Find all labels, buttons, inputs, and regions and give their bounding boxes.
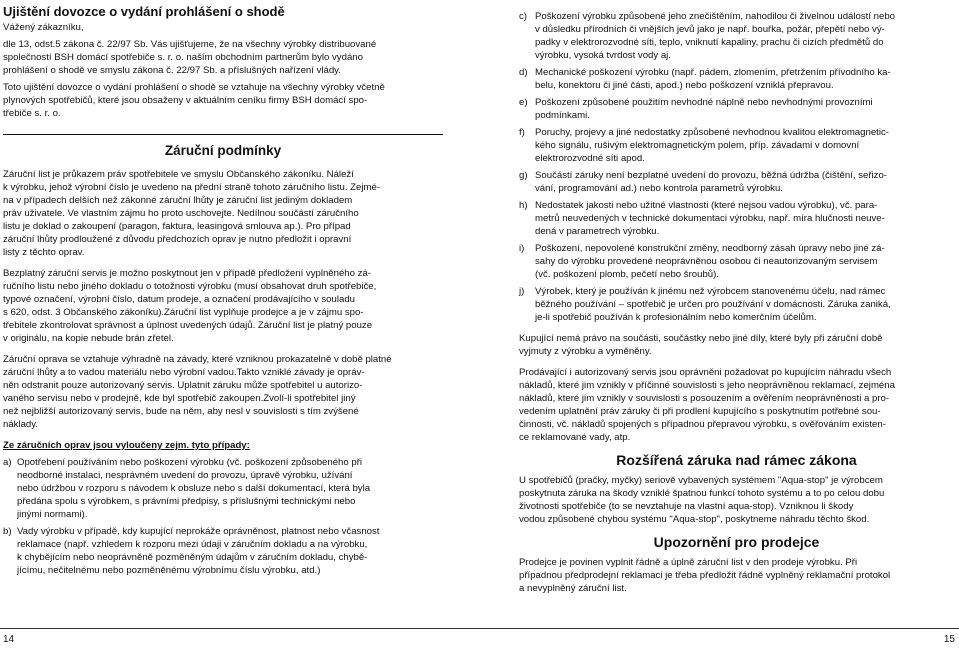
page-number-right: 15 <box>943 634 955 645</box>
importer-heading: Ujištění dovozce o vydání prohlášení o shodě <box>3 4 285 19</box>
left-column <box>3 0 443 577</box>
list-item: d) Mechanické poškození výrobku (např. pádem, zlomením, přetržením přívodního ka- belu, konektoru či jiné části, apod.) nebo poškození vzniklá přepravou. <box>519 67 891 91</box>
page-number-left: 14 <box>3 634 15 645</box>
list-item: f) Poruchy, projevy a jiné nedostatky způsobené nevhodnou kvalitou elektromagnetic- kého signálu, rušivým elektromagnetickým polem, příp. závadami v domovní elektrorozvodné síti apod. <box>519 127 889 164</box>
list-item: h) Nedostatek jakosti nebo užitné vlastnosti (které nejsou vadou výrobku), vč. para- metrů neuvedených v technické dokumentaci výrobku, např. míra hlučnosti neuve- dená v parametrech výrobku. <box>519 200 885 237</box>
list-item: i) Poškození, nepovolené konstrukční změny, neodborný zásah úpravy nebo jiné zá- sahy do výrobku provedené neoprávněnou osobou či neautorizovaným servisem (vč. poškození plomb, pečetí nebo šroubů). <box>519 243 885 280</box>
section-divider <box>3 134 443 135</box>
intro-paragraph: dle 13, odst.5 zákona č. 22/97 Sb. Vás ujišťujeme, že na všechny výrobky distribuované společností BSH domácí spotřebiče s. r. o. naším obchodním partnerům bylo vydáno prohlášení o shodě ve smyslu zákona č. 22/97 Sb. a příslušných nařízení vlády. <box>3 39 377 76</box>
repair-paragraph: Záruční oprava se vztahuje výhradně na závady, které vzniknou prokazatelně v době platné záruční lhůty a to vadou materiálu nebo výrobní vadou.Takto vzniklé závady je opráv- něn odstranit pouze autorizovaný servis. Uplatnit záruku může spotřebitel u autorizo- vaného servisu nebo v prodejně, kde byl spotřebič zakoupen.Zvolí-li spotřebitel jiný než nejbližší autorizovaný servis, bude na něm, aby nesl v souvislosti s tím zvýšené náklady. <box>3 354 392 430</box>
list-item: g) Součástí záruky není bezplatné uvedení do provozu, běžná údržba (čištění, seřizo- vání, programování ad.) nebo kontrola parametrů výrobku. <box>519 170 887 194</box>
salutation: Vážený zákazníku, <box>3 22 84 33</box>
intro-paragraph-2: Toto ujištění dovozce o vydání prohlášení o shodě se vztahuje na všechny výrobky včetně plynových spotřebičů, které jsou obsaženy v aktuálním ceníku firmy BSH domácí spo- třebiče s. r. o. <box>3 82 385 119</box>
item-label: a) <box>3 457 12 468</box>
dealers-paragraph: Prodávající i autorizovaný servis jsou oprávněni požadovat po kupujícím náhradu všech nákladů, které jim vznikly v příčinné souvislosti s jeho neoprávněnou reklamací, zejména nákladů, které jim vznikly v souvislosti s posouzením a ověřením neoprávněnosti a pro- vedením uplatnění práv záruky či při prodlení kupujícího s poskytnutím potřebné sou- činnosti, vč. nákladů spojených s případnou přepravou výrobku, s ověřováním existen- ce reklamované vady, atp. <box>519 367 895 443</box>
rights-paragraph: Kupující nemá právo na součásti, součástky nebo jiné díly, které byly při záruční době vyjmuty z výrobku a vyměněny. <box>519 333 883 357</box>
list-item: a) Opotřebení používáním nebo poškození výrobku (vč. poškození způsobeného při neodborné instalaci, nesprávném uvedení do provozu, úpravě výrobku, užívání nebo údržbou v rozporu s návodem k obsluze nebo s další dokumentací, která byla předána spolu s výrobkem, s právními předpisy, s příslušnými technickými nebo jinými normami). <box>3 457 371 520</box>
free-service-paragraph: Bezplatný záruční servis je možno poskytnout jen v případě předložení vyplněného zá- ručního listu nebo jiného dokladu o totožnosti výrobku (musí obsahovat druh spotřebiče, typové označení, výrobní číslo, datum prodeje, a označení prodávajícího v souladu s 620, odst. 3 Občanského zákoníku).Záruční list vyplňuje prodejce a je v zájmu spo- třebitele zkontrolovat správnost a úplnost uvedených údajů. Záruční list je platný pouze v originálu, na kopie nebude brán zřetel. <box>3 268 377 344</box>
warranty-paragraph: Záruční list je průkazem práv spotřebitele ve smyslu Občanského zákoníku. Náleží k výrobku, jehož výrobní číslo je uvedeno na přední straně tohoto záručního listu. Zejmé- na v případech delších než zákonné záruční lhůty je záruční list jediným dokladem práv uživatele. Ve vlastním zájmu ho proto uschovejte. Nedílnou součástí záručního listu je doklad o zakoupení (paragon, faktura, leasingová smlouva ap.). Pro případ záruční lhůty prodloužené z důvodu předchozích oprav je nutno předložit i opravní listy z těchto oprav. <box>3 169 381 258</box>
extended-warranty-paragraph: U spotřebičů (pračky, myčky) seriově vybavených systémem "Aqua-stop" je výrobcem poskytnuta záruka na škody vzniklé špatnou funkcí tohoto systému a to po celou dobu životnosti spotřebiče (to se nevztahuje na vlastní aqua-stop). Vzniknou li škody vodou způsobené chybou systému "Aqua-stop", poskytneme náhradu těchto škod. <box>519 475 885 525</box>
item-label: b) <box>3 526 12 537</box>
dealer-notice-paragraph: Prodejce je povinen vyplnit řádně a úplně záruční list v den prodeje výrobku. Při případnou předprodejní reklamaci je třeba předložit řádně vyplněný reklamační protokol a nevyplněný záruční list. <box>519 557 891 594</box>
dealer-notice-title: Upozornění pro prodejce <box>653 534 820 550</box>
list-item: c) Poškození výrobku způsobené jeho znečištěním, nahodilou či živelnou událostí nebo v důsledku přírodních či vnějších jevů jako je např. bouřka, požár, přepětí nebo vý- padky v elektrorozvodné síti, teplo, vniknutí kapaliny, prachu či cizích předmětů do výrobku, vysoká tvrdost vody aj. <box>519 11 895 61</box>
excluded-cases-title: Ze záručních oprav jsou vyloučeny zejm. tyto případy: <box>3 440 250 451</box>
footer-rule <box>0 628 959 629</box>
right-column <box>519 0 954 595</box>
warranty-section-title: Záruční podmínky <box>164 143 282 158</box>
list-item: b) Vady výrobku v případě, kdy kupující neprokáže oprávněnost, platnost nebo včasnost reklamace (např. vzhledem k rozporu mezi údaji v záručním dokladu a na výrobku, k chybějícím nebo neoprávněně pozměněným údajům v záručním dokladu, chybě- jícímu, nečitelnému nebo pozměněnému výrobnímu číslu výrobku, atd.) <box>3 526 380 576</box>
list-item: e) Poškození způsobené použitím nevhodné náplně nebo nevhodnými provozními podmínkami. <box>519 97 873 121</box>
extended-warranty-title: Rozšířená záruka nad rámec zákona <box>616 452 857 468</box>
list-item: j) Výrobek, který je používán k jinému než výrobcem stanovenému účelu, nad rámec běžného používání – spotřebič je určen pro používání v domácnosti. Záruka zaniká, je-li spotřebič používán k profesionálním nebo komerčním účelům. <box>519 286 891 323</box>
